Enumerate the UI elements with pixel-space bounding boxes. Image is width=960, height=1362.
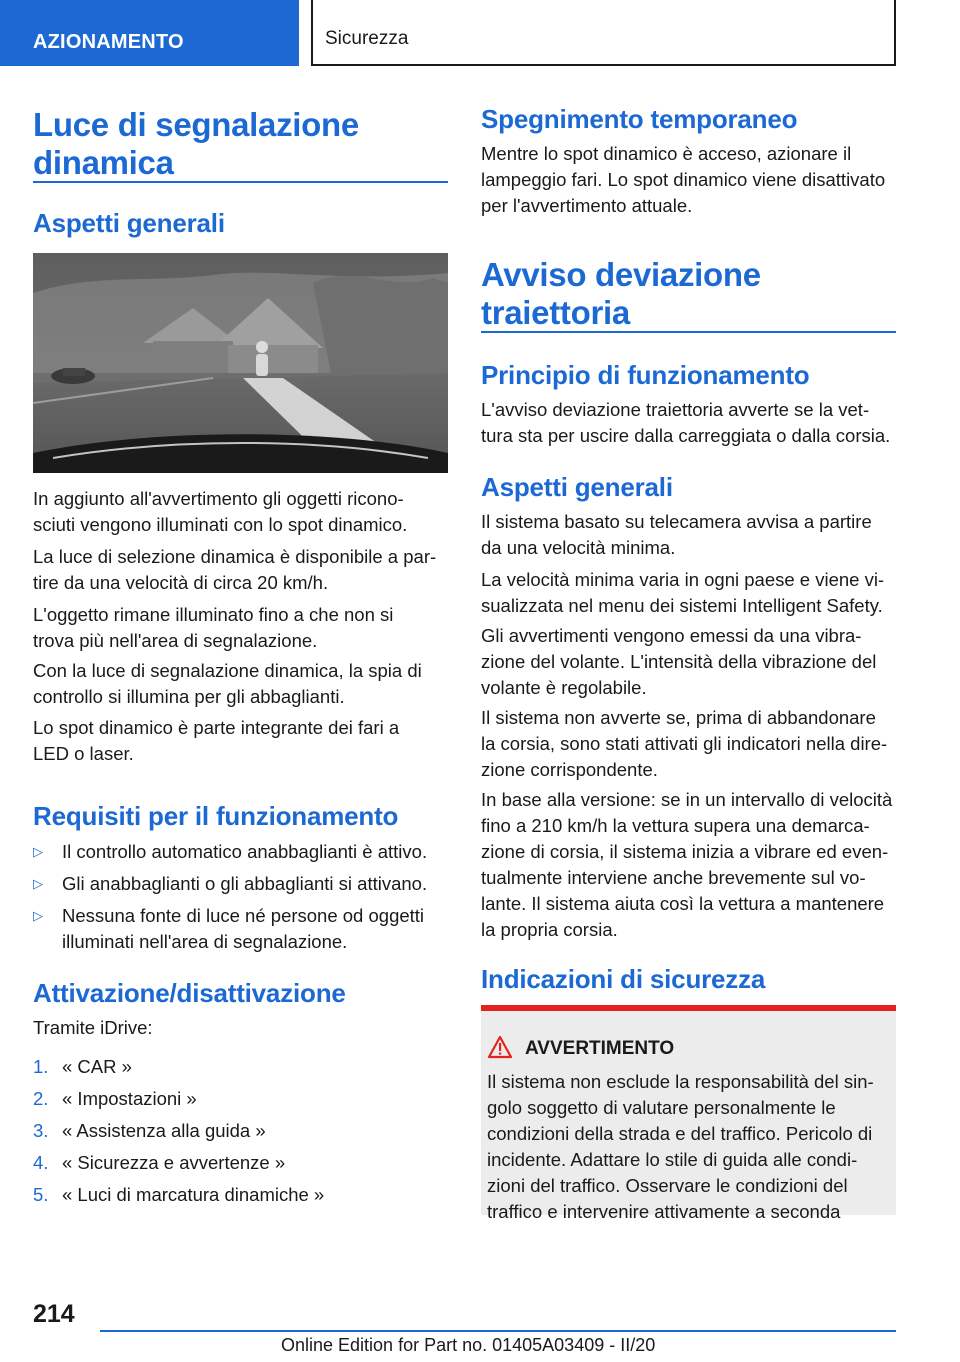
page-header (0, 0, 960, 66)
page-number: 214 (33, 1300, 75, 1328)
paragraph-led-laser: Lo spot dinamico è parte integrante dei fari a LED o laser. (33, 717, 400, 764)
heading-principio: Principio di funzionamento (481, 360, 810, 390)
paragraph-principio: L'avviso deviazione traiettoria avverte se la vet- tura sta per uscire dalla carreggiata o dalla corsia. (481, 399, 891, 446)
heading-aspetti-generali: Aspetti generali (33, 208, 225, 238)
warning-box (481, 1005, 896, 1222)
warning-triangle-icon (487, 1035, 513, 1059)
heading-sicurezza: Indicazioni di sicurezza (481, 964, 766, 994)
paragraph-paese: La velocità minima varia in ogni paese e viene vi- sualizzata nel menu dei sistemi Intelligent Safety. (481, 569, 885, 616)
paragraph-disponibile: La luce di selezione dinamica è disponibile a par- tire da una velocità di circa 20 km/h. (33, 546, 437, 593)
paragraph-oggetti: In aggiunto all'avvertimento gli oggetti ricono- sciuti vengono illuminati con lo spot dinamico. (33, 488, 408, 535)
title-rule (33, 181, 448, 183)
bullet-triangle-icon: ▷ (33, 876, 43, 891)
bullet-triangle-icon: ▷ (33, 908, 43, 923)
section-label: Sicurezza (325, 28, 409, 49)
section-title-avviso: Avviso deviazione traiettoria (481, 256, 761, 331)
paragraph-spia: Con la luce di segnalazione dinamica, la spia di controllo si illumina per gli abbaglianti. (33, 660, 422, 707)
paragraph-indicatori: Il sistema non avverte se, prima di abbandonare la corsia, sono stati attivati gli indicatori nella dire- zione corrispondente. (481, 707, 888, 780)
warning-title: AVVERTIMENTO (525, 1038, 675, 1059)
paragraph-spegnimento: Mentre lo spot dinamico è acceso, azionare il lampeggio fari. Lo spot dinamico viene disattivato per l'avvertimento attuale. (481, 143, 886, 216)
list-item: ▷ Il controllo automatico anabbaglianti è attivo. (33, 839, 448, 865)
list-item: 5. « Luci di marcatura dinamiche » (33, 1184, 325, 1205)
heading-attivazione: Attivazione/disattivazione (33, 978, 346, 1008)
list-item: 4. « Sicurezza e avvertenze » (33, 1152, 286, 1173)
heading-spegnimento: Spegnimento temporaneo (481, 104, 798, 134)
tramite-idrive-text: Tramite iDrive: (33, 1017, 153, 1038)
paragraph-versione: In base alla versione: se in un intervallo di velocità fino a 210 km/h la vettura supera una demarca- zione di corsia, il sistema inizia a vibrare ed even- tualmente interviene anche brevemente sul vo- lante. Il sistema aiuta così la vettura a mantenere la propria corsia. (481, 789, 893, 940)
illustration-svg (33, 253, 448, 473)
bullet-triangle-icon: ▷ (33, 844, 43, 859)
section-title-luce: Luce di segnalazione dinamica (33, 106, 359, 181)
list-item: ▷ Gli anabbaglianti o gli abbaglianti si attivano. (33, 871, 448, 897)
warning-text: Il sistema non esclude la responsabilità del sin- golo soggetto di valutare personalmente le condizioni della strada e del traffico. Pericolo di incidente. Adattare lo stile di guida alle condi- zioni del traffico. Osservare le condizioni del traffico e intervenire attivamente a seconda (487, 1071, 874, 1222)
list-item: ▷ Nessuna fonte di luce né persone od oggetti illuminati nell'area di segnalazione. (33, 905, 425, 952)
paragraph-illuminato: L'oggetto rimane illuminato fino a che non si trova più nell'area di segnalazione. (33, 604, 394, 651)
heading-requisiti: Requisiti per il funzionamento (33, 801, 399, 831)
list-item: 3. « Assistenza alla guida » (33, 1120, 266, 1141)
heading-aspetti-generali-right: Aspetti generali (481, 472, 673, 502)
footer-rule (100, 1330, 896, 1332)
night-road-illustration (33, 253, 448, 473)
chapter-tab: AZIONAMENTO (0, 0, 299, 66)
paragraph-vibrazione: Gli avvertimenti vengono emessi da una vibra- zione del volante. L'intensità della vibrazione del volante è regolabile. (481, 625, 877, 698)
paragraph-velocita-minima: Il sistema basato su telecamera avvisa a partire da una velocità minima. (481, 511, 872, 558)
list-item: 1. « CAR » (33, 1056, 132, 1077)
title-rule (481, 331, 896, 333)
edition-text: Online Edition for Part no. 01405A03409 - II/20 (281, 1335, 656, 1355)
list-item: 2. « Impostazioni » (33, 1088, 197, 1109)
